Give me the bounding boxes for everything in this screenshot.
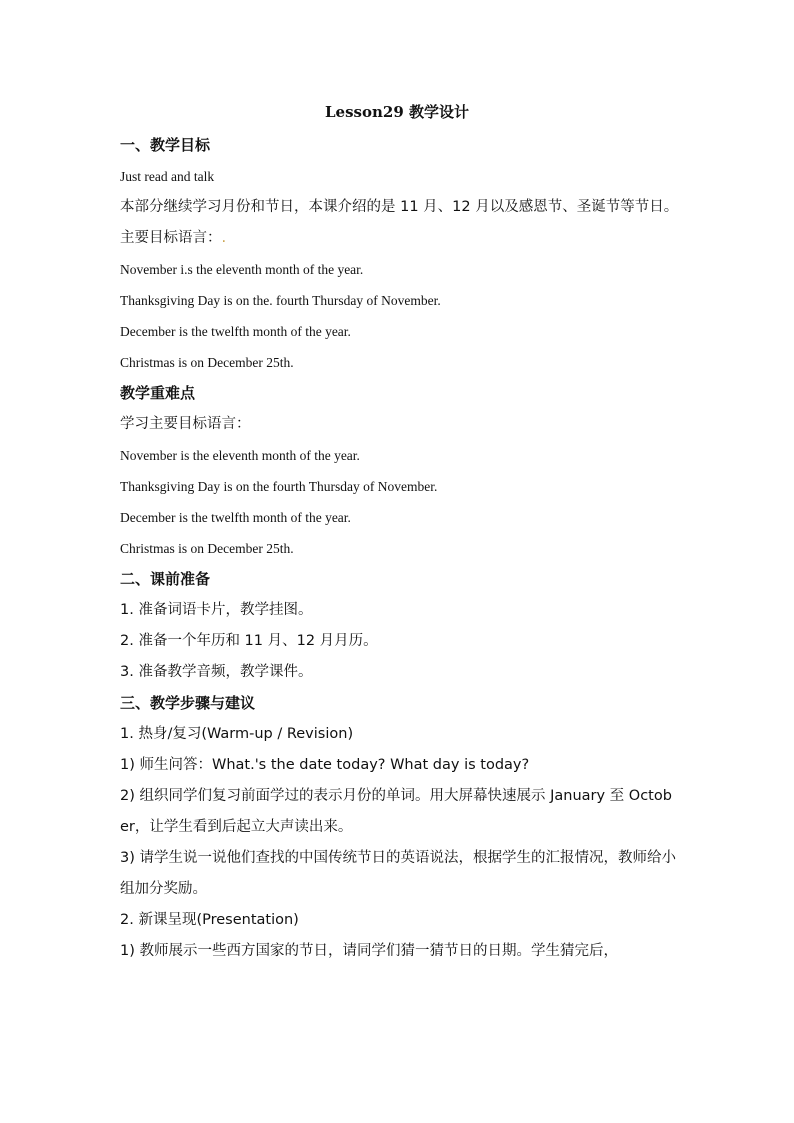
step-heading-warmup: 1. 热身/复习(Warm-up / Revision) — [120, 726, 354, 742]
step-heading-presentation: 2. 新课呈现(Presentation) — [120, 912, 299, 928]
section-heading-steps: 三、教学步骤与建议 — [120, 694, 256, 712]
goal-sentence: Thanksgiving Day is on the. fourth Thursday of November. — [120, 293, 441, 308]
description-paragraph: 本部分继续学习月份和节日，本课介绍的是 11 月、12 月以及感恩节、圣诞节等节日。 — [120, 199, 679, 215]
key-point-sentence: December is the twelfth month of the year. — [120, 510, 351, 525]
preparation-item: 3. 准备教学音频，教学课件。 — [120, 664, 313, 680]
document-body — [120, 130, 680, 967]
goal-sentence: December is the twelfth month of the year. — [120, 324, 351, 339]
warmup-item: 1) 师生问答：What.'s the date today? What day is today? — [120, 757, 530, 773]
section-heading-preparation: 二、课前准备 — [120, 570, 211, 588]
goal-sentence: Christmas is on December 25th. — [120, 355, 294, 370]
section-heading-key-points: 教学重难点 — [120, 384, 196, 402]
key-point-sentence: November is the eleventh month of the year. — [120, 448, 360, 463]
goal-label-mark: . — [221, 230, 227, 246]
presentation-item: 1) 教师展示一些西方国家的节日，请同学们猜一猜节日的日期。学生猜完后， — [120, 943, 618, 959]
key-point-sentence: Christmas is on December 25th. — [120, 541, 294, 556]
key-points-label: 学习主要目标语言： — [120, 416, 251, 432]
key-point-sentence: Thanksgiving Day is on the fourth Thursday of November. — [120, 479, 438, 494]
warmup-item: 2) 组织同学们复习前面学过的表示月份的单词。用大屏幕快速展示 January 至 October，让学生看到后起立大声读出来。 — [120, 788, 672, 835]
goal-sentence: November i.s the eleventh month of the year. — [120, 262, 364, 277]
page-title: Lesson29 教学设计 — [325, 103, 469, 121]
preparation-item: 2. 准备一个年历和 11 月、12 月月历。 — [120, 633, 378, 649]
goal-language-label — [120, 223, 680, 254]
warmup-item: 3) 请学生说一说他们查找的中国传统节日的英语说法，根据学生的汇报情况，教师给小组加分奖励。 — [120, 850, 676, 897]
section-heading-objectives: 一、教学目标 — [120, 136, 211, 154]
goal-label-text: 主要目标语言： — [120, 230, 222, 246]
intro-line: Just read and talk — [120, 169, 215, 184]
preparation-item: 1. 准备词语卡片，教学挂图。 — [120, 602, 313, 618]
